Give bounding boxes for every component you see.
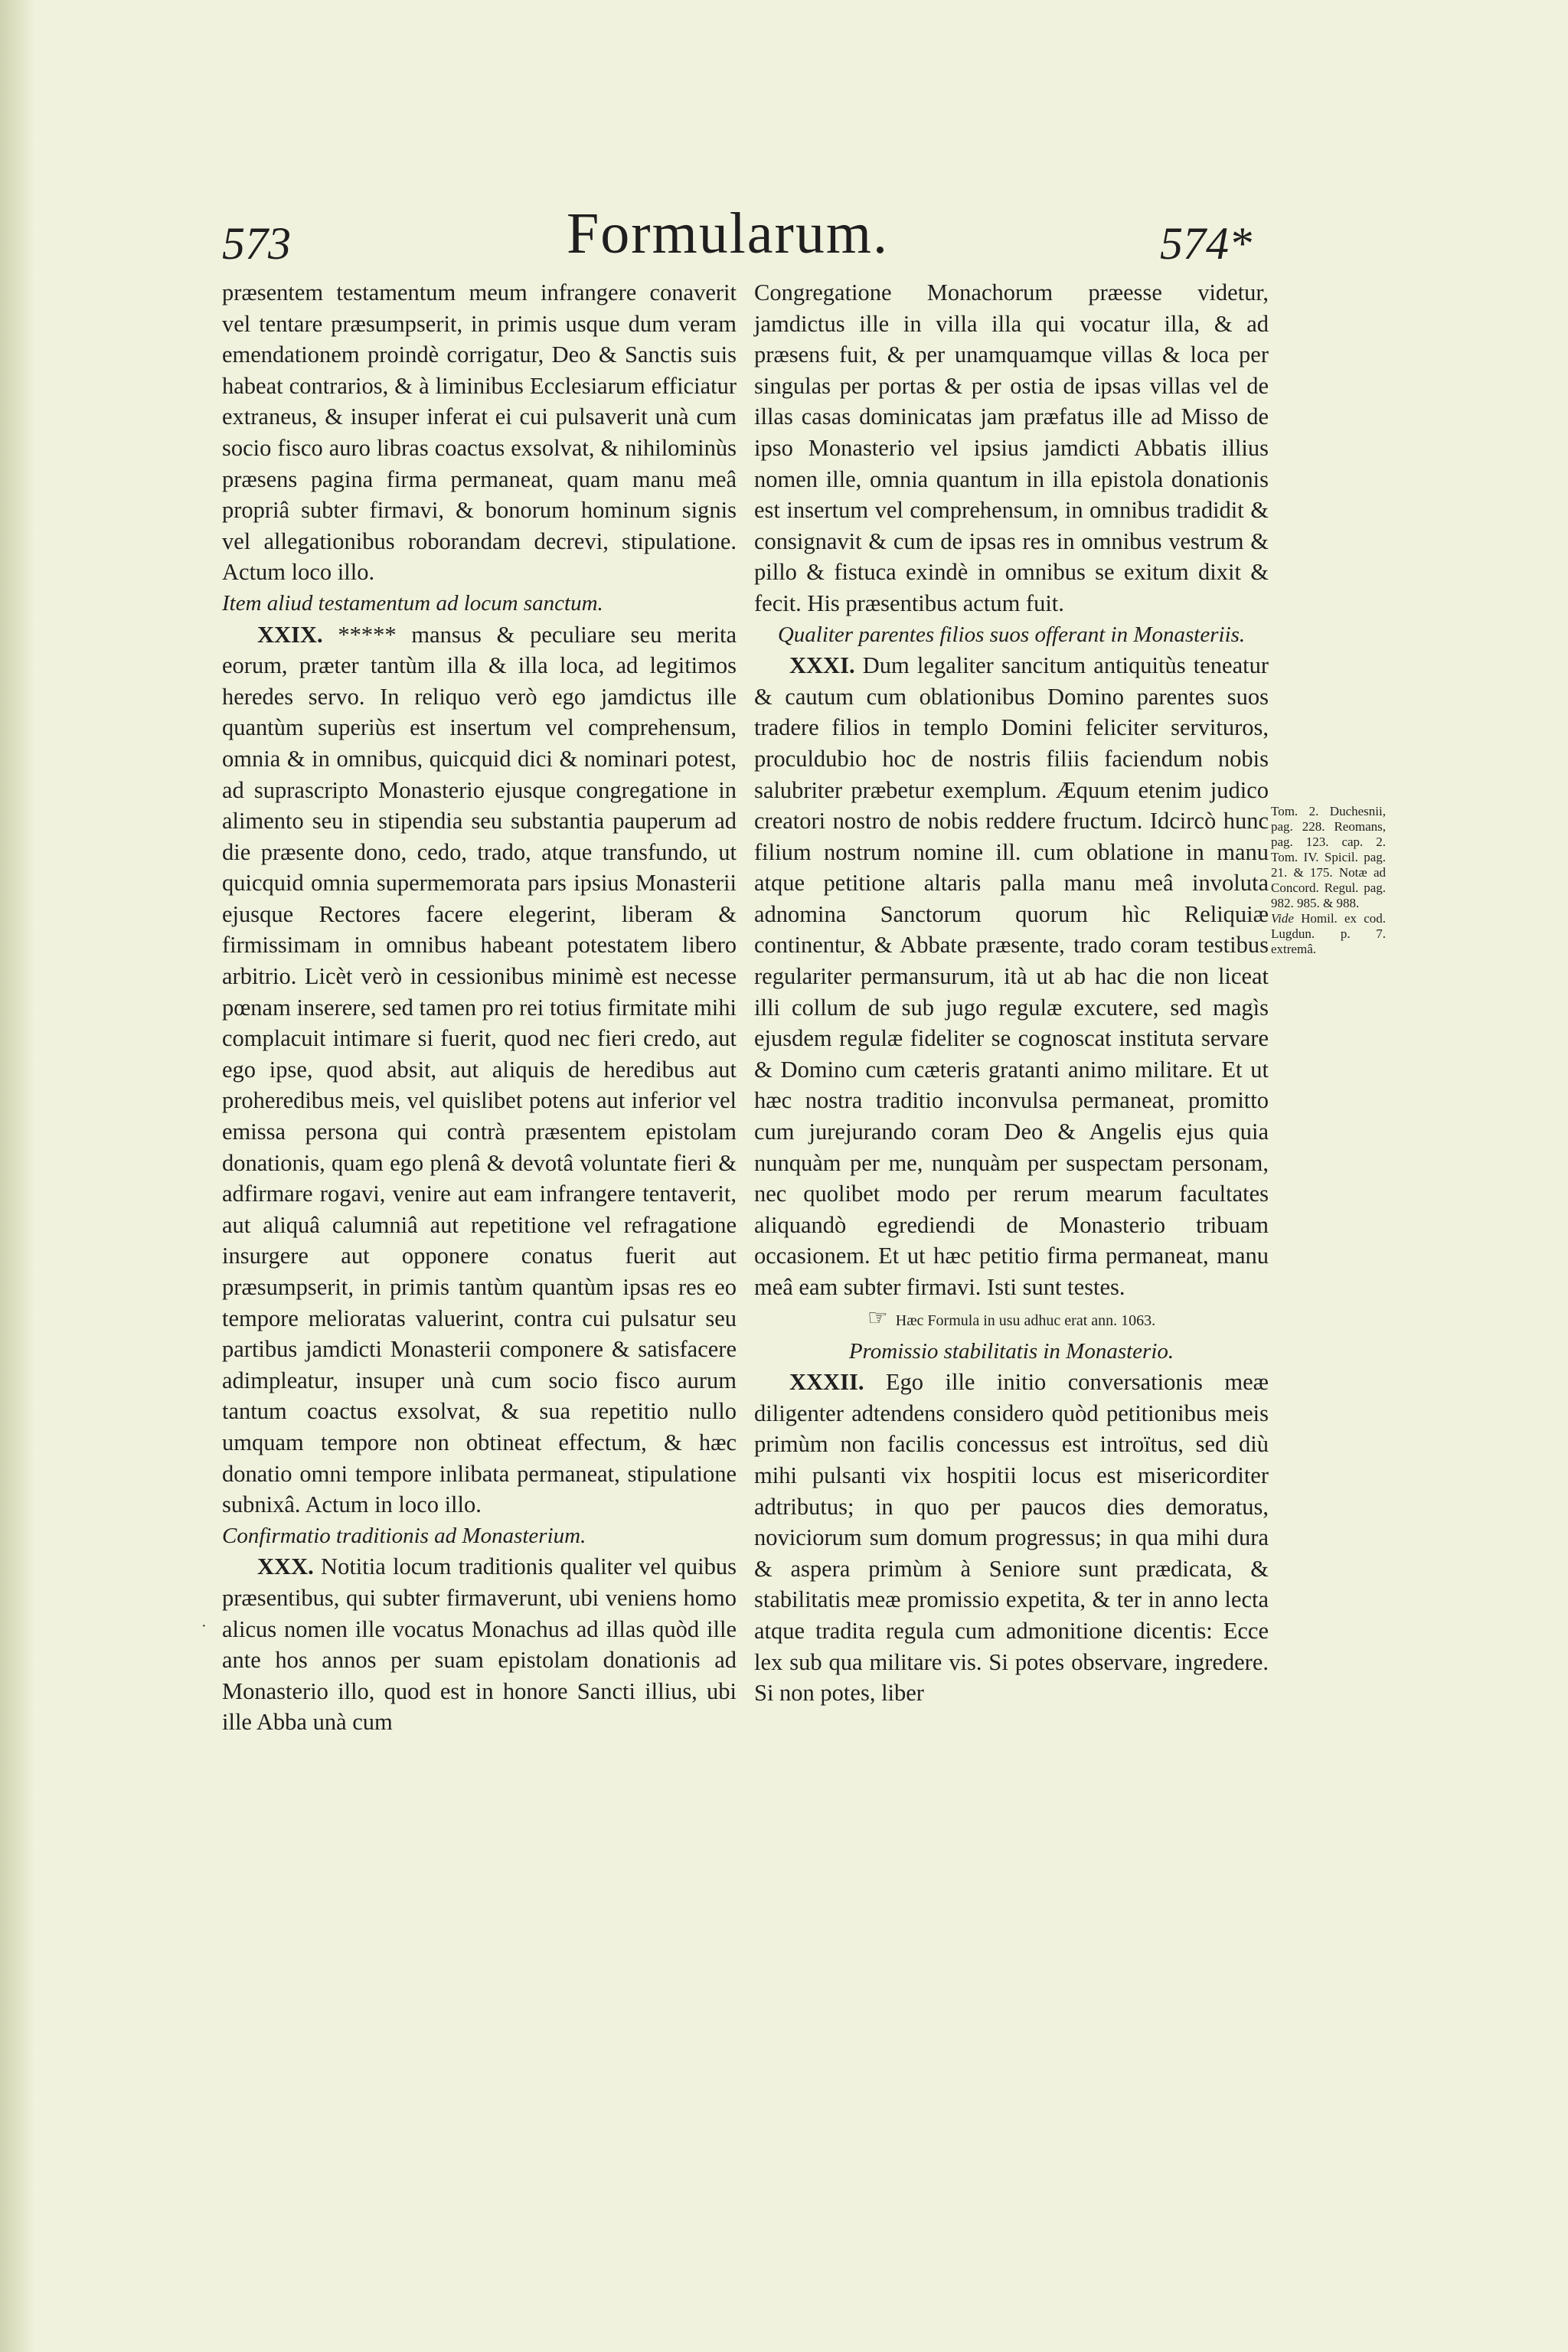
stray-mark: · [201,1618,207,1635]
page-spine [0,0,35,2352]
section-heading: Confirmatio traditionis ad Monasterium. [222,1523,586,1548]
section-numeral: XXX. [257,1553,314,1580]
page-number-left: 573 [222,218,291,269]
section-numeral: XXXI. [789,652,855,679]
paragraph [754,1367,1269,1709]
paragraph-text: Notitia locum traditionis qualiter vel quibus præsentibus, qui subter firmaverunt, ubi veniens homo alicus nomen ille vocatus Monachus ad illas quòd ille ante hos annos per suam epistolam donationis ad Monasterio illo, quod est in honore Sancti illius, ubi ille Abba unà cum [222,1553,737,1736]
page-title: Formularum. [567,201,889,266]
section-heading: Item aliud testamentum ad locum sanctum. [222,590,603,616]
margin-notes [1271,804,1386,957]
margin-note-text: Homil. ex cod. Lugdun. p. 7. extremâ. [1271,911,1386,956]
paragraph [222,619,737,1521]
paragraph-text: Dum legaliter sancitum antiquitùs teneatur & cautum cum oblationibus Domino parentes suos tradere filios in templo Domini feliciter servituros, proculdubio hoc de nostris filiis faciendum nobis salubriter præbetur exemplum. Æquum etenim judico creatori nostro de nobis reddere fructum. Idcircò hunc filium nostrum nomine ill. cum oblatione in manu atque petitione altaris palla manu meâ involuta adnomina Sanctorum quorum hìc Reliquiæ continentur, & Abbate præsente, trado coram testibus regulariter permansurum, ità ut ab hac die non liceat illi collum de sub jugo regulæ excutere, sed magìs ejusdem regulæ fideliter se cognoscat instituta servare & Domino cum cæteris gratanti animo militare. Et ut hæc nostra traditio inconvulsa permaneat, promitto cum jurejurando coram Deo & Angelis ejus quia nunquàm per me, nunquàm per suspectam personam, nec quolibet modo per rerum mearum facultates aliquandò egrediendi de Monasterio tribuam occasionem. Et ut hæc petitio firma permaneat, manu meâ eam subter firmavi. Isti sunt testes. [754,652,1269,1300]
section-numeral: XXIX. [257,621,323,648]
paragraph-text: Ego ille initio conversationis meæ diligenter adtendens considero quòd petitionibus meis primùm non facilis concessus est introïtus, sed diù mihi pulsanti vix hospitii locus est misericorditer adtributus; in quo per paucos dies demoratus, noviciorum sum domum progressus; in qua mihi dura & aspera primùm à Seniore sunt prædicata, & stabilitatis meæ promissio expetita, & ter in anno lecta atque tradita regula cum admonitione dicentis: Ecce lex sub qua militare vis. Si potes observare, ingredere. Si non potes, liber [754,1369,1269,1707]
paragraph-text: ***** mansus & peculiare seu merita eorum, præter tantùm illa & illa loca, ad legitimos heredes servo. In reliquo verò ego jamdictus ille quantùm superiùs est insertum vel comprehensum, omnia & in omnibus, quicquid dici & nominari potest, ad suprascripto Monasterio ejusque congregatione in alimento seu in stipendia seu substantia pauperum ad die præsente dono, cedo, trado, atque transfundo, ut quicquid omnia supermemorata pars ipsius Monasterii ejusque Rectores facere elegerint, liberam & firmissimam in omnibus habeant potestatem libero arbitrio. Licèt verò in cessionibus minimè est necesse pœnam inserere, sed tamen pro rei totius firmitate mihi complacuit intimare si fuerit, quod nec fieri credo, aut ego ipse, quod absit, aut aliquis de heredibus aut proheredibus meis, vel quislibet potens aut inferior vel emissa persona qui contrà præsentem epistolam donationis, quam ego plenâ & devotâ voluntate fieri & adfirmare rogavi, venire aut eam infrangere tentaverit, aut aliquâ calumniâ aut repetitione vel refragatione insurgere aut opponere conatus fuerit aut præsumpserit, in primis tantùm quantùm ipsas res eo tempore melioratas valuerint, contra cui pulsatur seu partibus jamdicti Monasterii componere & satisfacere adimpleatur, insuper unà cum socio fisco aurum tantum coactus exsolvat, & sua repetitio nullo umquam tempore non obtineat effectum, & hæc donatio omni tempore inlibata permaneat, stipulatione subnixâ. Actum in loco illo. [222,621,737,1518]
paragraph [754,650,1269,1302]
pointing-hand-icon: ☞ [867,1305,888,1331]
editorial-note-text: Hæc Formula in usu adhuc erat ann. 1063. [895,1312,1156,1329]
margin-note [1271,911,1386,957]
editorial-note [754,1303,1269,1336]
paragraph: præsentem testamentum meum infrangere conaverit vel tentare præsumpserit, in primis usque dum veram emendationem proindè corrigatur, Deo & Sanctis suis habeat contrarios, & à liminibus Ecclesiarum efficiatur extraneus, & insuper inferat ei cui pulsaverit unà cum socio fisco auro libras coactus exsolvat, & nihilominùs præsens pagina firma permaneat, quam manu meâ propriâ subter firmavi, & bonorum hominum signis vel allegationibus roborandam decrevi, stipulatione. Actum loco illo. [222,279,737,586]
paragraph: Congregatione Monachorum præesse videtur, jamdictus ille in villa illa qui vocatur illa, & ad præsens fuit, & per unamquamque villas & loca per singulas per portas & per ostia de ipsas villas vel de illas casas dominicatas jam præfatus ille ad Misso de ipso Monasterio vel ipsius jamdicti Abbatis illius nomen ille, omnia quantum in illa epistola donationis est insertum vel comprehensum, in omnibus tradidit & consignavit & cum de ipsas res in omnibus vestrum & pillo & fistuca exindè in omnibus se exitum dixit & fecit. His præsentibus actum fuit. [754,279,1269,616]
margin-note: Tom. 2. Duchesnii, pag. 228. Reomans, pag. 123. cap. 2. Tom. IV. Spicil. pag. 21. & 175. Notæ ad Concord. Regul. pag. 982. 985. & 988. [1271,804,1386,910]
section-heading: Promissio stabilitatis in Monasterio. [848,1338,1174,1364]
paragraph [222,1551,737,1738]
section-heading: Qualiter parentes filios suos offerant in Monasteriis. [777,622,1246,647]
section-numeral: XXXII. [789,1369,864,1396]
right-column [754,277,1269,1709]
margin-note-lead: Vide [1271,911,1294,926]
running-head [0,201,1568,285]
page-number-right: 574* [1160,218,1252,269]
left-column [222,277,737,1738]
